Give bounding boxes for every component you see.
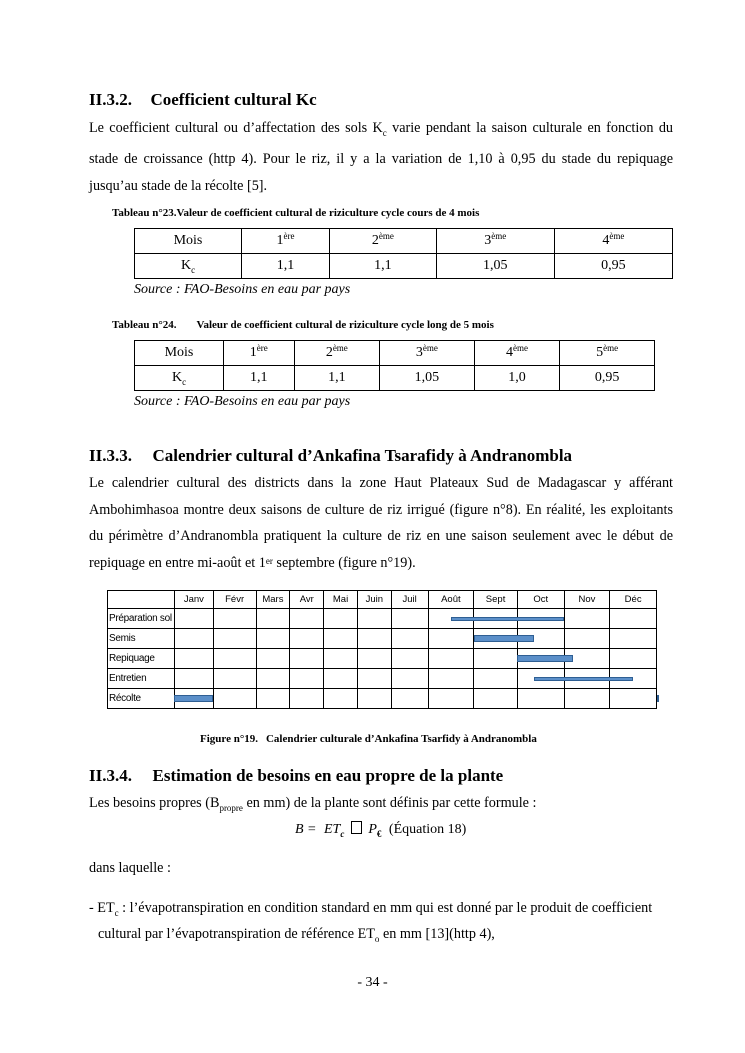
section-234-intro: Les besoins propres ($B_{propre}$ en mm) de la plante sont définis par cette formule : — [89, 795, 537, 813]
table24-caption: Tableau n°24. Valeur de coefficient cultural de riziculture cycle long de 5 mois — [112, 319, 494, 331]
gantt-cell — [474, 649, 518, 669]
gantt-cell — [174, 609, 213, 629]
gantt-cell — [213, 669, 256, 689]
section-233-heading — [89, 446, 572, 466]
table-cell: 3ème — [380, 341, 475, 366]
task-label: Entretien — [108, 669, 175, 689]
gantt-cell — [357, 609, 391, 629]
page-number: - 34 - — [357, 975, 388, 990]
table-cell: 1,05 — [380, 366, 475, 391]
month-label: Oct — [517, 591, 564, 609]
gantt-cell — [357, 649, 391, 669]
month-label: Déc — [610, 591, 657, 609]
gantt-bar — [517, 655, 573, 662]
table-cell: $K_c$ — [135, 366, 224, 391]
gantt-cell — [256, 609, 290, 629]
gantt-cell — [391, 609, 428, 629]
table-cell: 2ème — [294, 341, 379, 366]
gantt-cell — [391, 669, 428, 689]
task-label: Récolte — [108, 689, 175, 709]
gantt-row — [108, 629, 657, 649]
task-label: Préparation sol — [108, 609, 175, 629]
gantt-cell — [391, 649, 428, 669]
task-label: Semis — [108, 629, 175, 649]
gantt-cell — [174, 629, 213, 649]
table-row — [135, 254, 673, 279]
table-cell: 5ème — [560, 341, 655, 366]
gantt-cell — [290, 689, 324, 709]
table-cell: Mois — [135, 229, 242, 254]
section-234-heading — [89, 766, 503, 786]
gantt-cell — [610, 689, 657, 709]
gantt-cell — [290, 649, 324, 669]
gantt-cell — [610, 649, 657, 669]
table-cell: 1,05 — [436, 254, 554, 279]
gantt-grid — [107, 590, 657, 709]
gantt-cell — [213, 689, 256, 709]
gantt-cell — [474, 689, 518, 709]
section-title: Coefficient cultural Kc — [150, 90, 317, 109]
gantt-cell — [324, 689, 358, 709]
month-label: Févr — [213, 591, 256, 609]
bullet-etc-cont: cultural par l’évapotranspiration de référence $ET_o$ en mm [13](http 4), — [98, 926, 495, 944]
month-label: Nov — [564, 591, 610, 609]
gantt-cell — [610, 609, 657, 629]
gantt-cell — [213, 609, 256, 629]
gantt-bar — [174, 695, 213, 702]
gantt-cell — [610, 629, 657, 649]
gantt-cell — [290, 669, 324, 689]
month-label: Avr — [290, 591, 324, 609]
gantt-header-row — [108, 591, 657, 609]
gantt-cell — [174, 649, 213, 669]
month-label: Août — [428, 591, 474, 609]
gantt-cell — [564, 609, 610, 629]
gantt-cell — [428, 649, 474, 669]
table-cell: 2ème — [330, 229, 437, 254]
gantt-cell — [213, 649, 256, 669]
month-label: Mars — [256, 591, 290, 609]
section-number: II.3.2. — [89, 90, 132, 109]
table23-caption: Tableau n°23.Valeur de coefficient cultural de riziculture cycle cours de 4 mois — [112, 207, 480, 219]
gantt-row — [108, 609, 657, 629]
table-cell: 4ème — [474, 341, 559, 366]
month-label: Janv — [174, 591, 213, 609]
operator-glyph — [351, 821, 362, 834]
table-cell: 1ère — [224, 341, 295, 366]
section-title: Estimation de besoins en eau propre de la plante — [152, 766, 504, 785]
month-label: Juil — [391, 591, 428, 609]
gantt-cell — [564, 689, 610, 709]
gantt-cell — [174, 669, 213, 689]
dans-laquelle: dans laquelle : — [89, 860, 171, 876]
table-cell: 4ème — [554, 229, 672, 254]
gantt-cell — [256, 669, 290, 689]
section-232-paragraph: Le coefficient cultural ou d’affectation des sols $K_c$ varie pendant la saison culturale en fonction du stade de croissance (http 4). Pour le riz, il y a la variation de 1,10 à 0,95 du stade du repiquage jusqu’au stade de la récolte [5]. — [89, 120, 674, 194]
gantt-bar — [534, 677, 633, 681]
table23-source: Source : FAO-Besoins en eau par pays — [134, 282, 351, 297]
gantt-chart — [107, 590, 657, 710]
gantt-cell — [391, 629, 428, 649]
month-label: Sept — [474, 591, 518, 609]
gantt-cell — [357, 669, 391, 689]
section-233-paragraph: Le calendrier cultural des districts dans la zone Haut Plateaux Sud de Madagascar y afférant Ambohimhasoa montre deux saisons de culture de riz irrigué (figure n°8). En réalité, les exploitants du périmètre d’Andranombla pratiquent la culture de riz en une saison seulement avec le début de repiquage en entre mi-août et 1er septembre (figure n°19). — [89, 475, 673, 571]
gantt-cell — [324, 629, 358, 649]
section-title: Calendrier cultural d’Ankafina Tsarafidy à Andranombla — [152, 446, 573, 465]
gantt-cell — [474, 669, 518, 689]
figure19-caption: Figure n°19. Calendrier culturale d’Ankafina Tsarfidy à Andranombla — [200, 733, 537, 745]
table-cell: 1,1 — [330, 254, 437, 279]
section-number: II.3.4. — [89, 766, 132, 785]
task-label: Repiquage — [108, 649, 175, 669]
table-row — [135, 229, 673, 254]
table-cell: $K_c$ — [135, 254, 242, 279]
gantt-cell — [256, 689, 290, 709]
table23 — [134, 228, 673, 279]
table-cell: 1,1 — [294, 366, 379, 391]
gantt-cell — [357, 689, 391, 709]
table-row — [135, 341, 655, 366]
gantt-cell — [256, 649, 290, 669]
table24 — [134, 340, 655, 391]
table-row — [135, 366, 655, 391]
gantt-cell — [428, 669, 474, 689]
table24-source: Source : FAO-Besoins en eau par pays — [134, 394, 351, 409]
gantt-cell — [391, 689, 428, 709]
month-label: Mai — [324, 591, 358, 609]
gantt-bar — [474, 635, 534, 642]
gantt-corner — [108, 591, 175, 609]
gantt-cell — [290, 609, 324, 629]
section-232-heading — [89, 90, 317, 110]
gantt-row — [108, 649, 657, 669]
gantt-cell — [324, 609, 358, 629]
gantt-bar — [657, 695, 659, 702]
gantt-cell — [324, 649, 358, 669]
gantt-bar — [451, 617, 564, 621]
gantt-cell — [564, 629, 610, 649]
gantt-cell — [517, 689, 564, 709]
month-label: Juin — [357, 591, 391, 609]
table-cell: 0,95 — [554, 254, 672, 279]
bullet-etc: - $ET_c$ : l’évapotranspiration en condition standard en mm qui est donné par le produit de coefficient — [89, 900, 653, 918]
table-cell: 3ème — [436, 229, 554, 254]
table-cell: 1,0 — [474, 366, 559, 391]
table-cell: 0,95 — [560, 366, 655, 391]
gantt-cell — [213, 629, 256, 649]
table-cell: 1,1 — [224, 366, 295, 391]
table-cell: 1ère — [242, 229, 330, 254]
equation-18: $B = ET_c$ $P_€$ (Équation 18) — [295, 822, 467, 839]
gantt-cell — [428, 629, 474, 649]
table-cell: 1,1 — [242, 254, 330, 279]
gantt-cell — [428, 689, 474, 709]
gantt-cell — [357, 629, 391, 649]
gantt-cell — [290, 629, 324, 649]
gantt-cell — [324, 669, 358, 689]
table-cell: Mois — [135, 341, 224, 366]
section-number: II.3.3. — [89, 446, 132, 465]
gantt-cell — [256, 629, 290, 649]
